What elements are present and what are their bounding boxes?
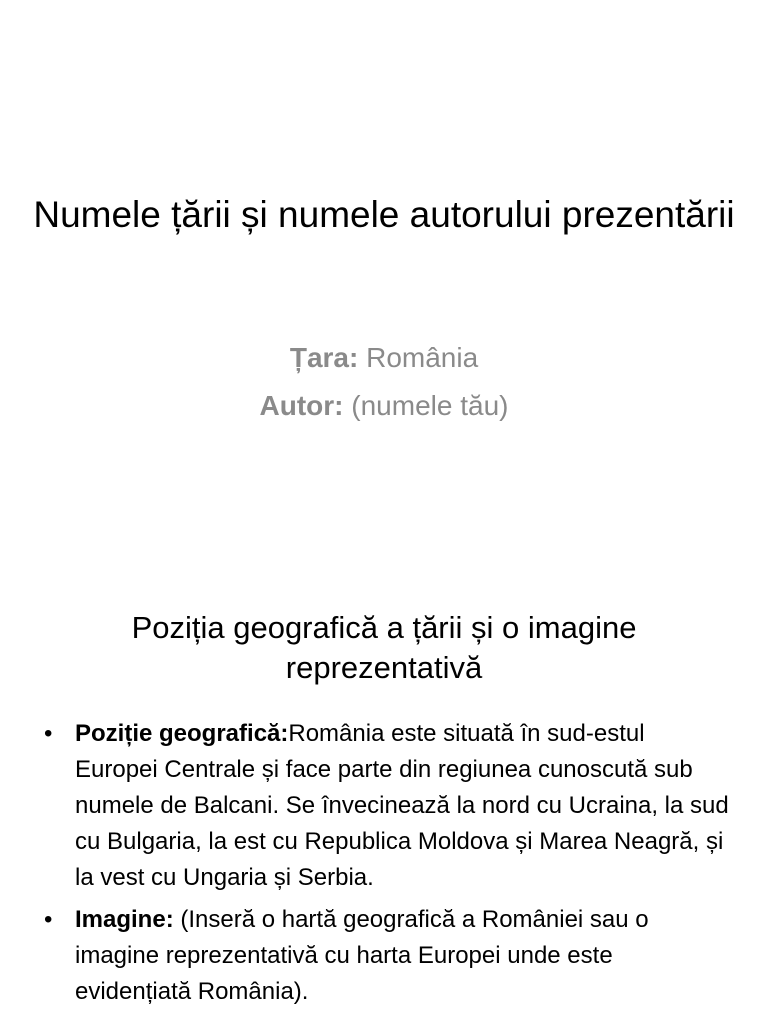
list-item	[40, 716, 730, 896]
subtitle-block	[30, 334, 738, 430]
section-title: Poziția geografică a țării și o imagine reprezentativă	[131, 610, 637, 685]
bullet-icon: •	[44, 906, 53, 933]
country-label: Țara:	[289, 342, 359, 373]
bullet-text: România este situată în sud-estul Europei Centrale și face parte din regiunea cunoscută sub numele de Balcani. Se învecinează la nord cu Ucraina, la sud cu Bulgaria, la est cu Republica Moldova și Marea Neagră, și la vest cu Ungaria și Serbia.	[75, 720, 729, 891]
author-label: Autor:	[259, 390, 344, 421]
author-value: (numele tău)	[343, 390, 509, 421]
country-value: România	[358, 342, 479, 373]
bullet-text: (Inseră o hartă geografică a României sau o imagine reprezentativă cu harta Europei unde este evidențiată România).	[75, 906, 649, 1005]
bullet-list	[40, 716, 730, 1016]
bullet-label: Imagine:	[75, 906, 174, 933]
author-line	[30, 382, 738, 430]
country-line	[30, 334, 738, 382]
page-title: Numele țării și numele autorului prezentării	[33, 194, 735, 235]
bullet-icon: •	[44, 720, 53, 747]
bullet-label: Poziție geografică:	[75, 720, 289, 747]
slide-geography	[0, 512, 768, 1024]
list-item	[40, 902, 730, 1010]
